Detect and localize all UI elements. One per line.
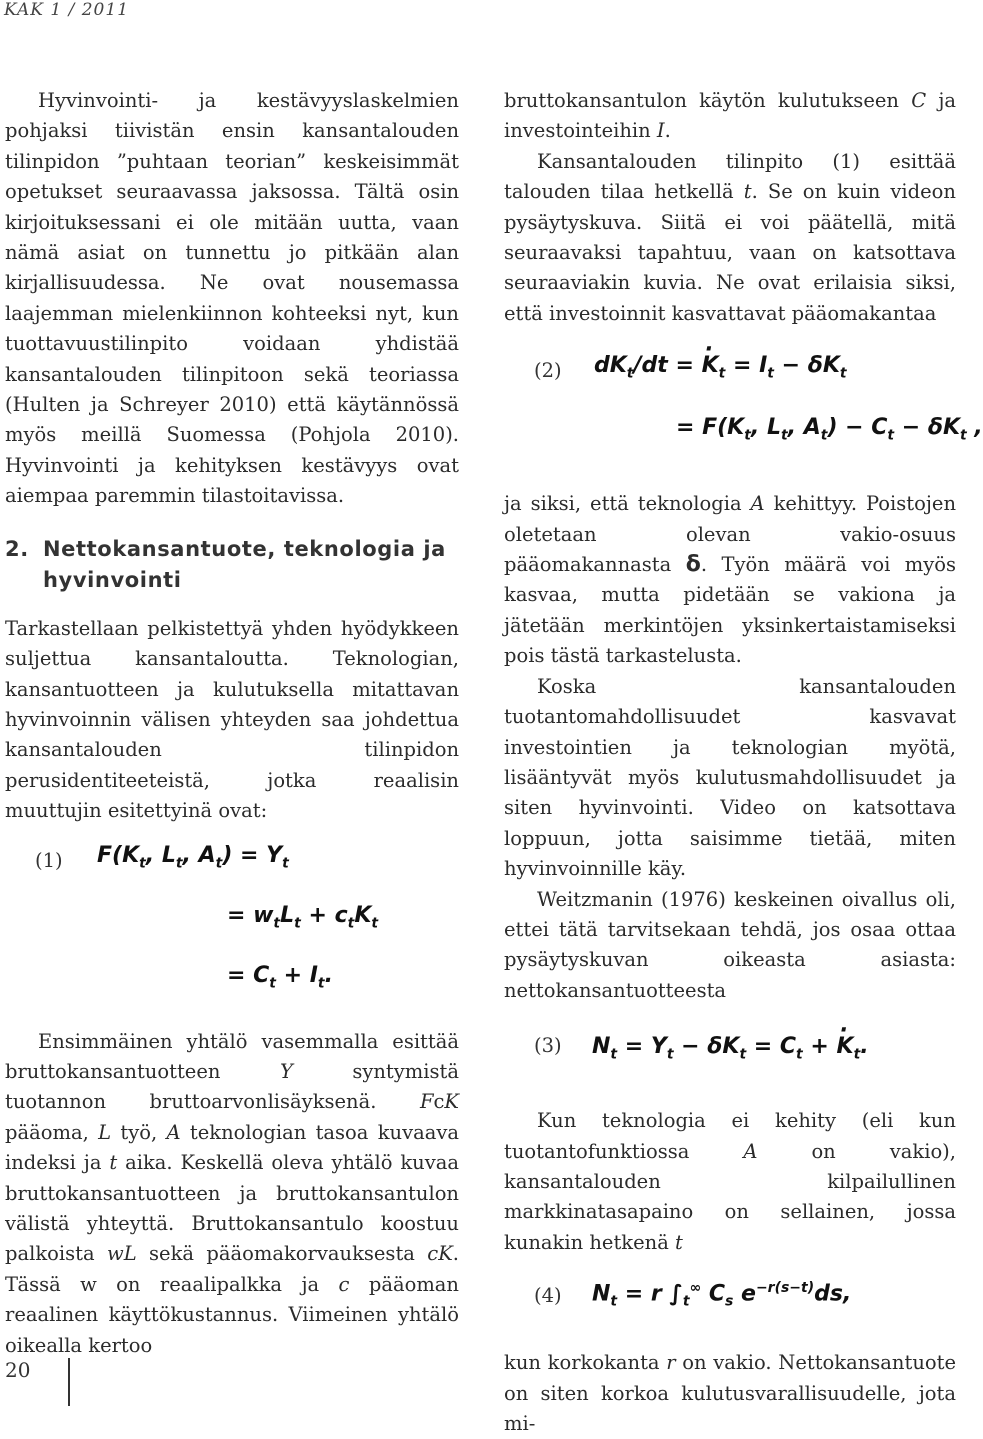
equation-3-line: $N_t = Y_t - \delta K_t = C_t$ + · $K_t$. — [592, 1034, 869, 1062]
equation-4-line: $N_t = r$ $\int_t^\infty$ $C_s$ $e^{-r(s-t)}ds$, — [592, 1280, 852, 1310]
paragraph-technology: ja siksi, että teknologia A kehittyy. Poistojen oletetaan olevan vakio-osuus pääomakannasta δ. Työn määrä voi myös kasvaa, mutta pidetään se vakiona ja jätetään merkintöjen yksinkertaistamiseksi pois tästä tarkastelusta. — [504, 492, 956, 668]
paragraph-closed-economy: Tarkastellaan pelkistettyä yhden hyödykkeen suljettua kansantaloutta. Teknologian, kansantuotteen ja kulutuksella mitattavan hyvinvoinnin välisen yhteyden saa johdettua kansantalouden tilinpidon perusidentiteeteistä, jotka reaalisin muuttujin esitettyinä ovat: — [5, 616, 459, 823]
equation-1 — [5, 827, 459, 1027]
equation-4-label: (4) — [534, 1284, 562, 1308]
left-column — [5, 86, 459, 1361]
equation-3-label: (3) — [534, 1034, 562, 1058]
paragraph-consumption: bruttokansantulon käytön kulutukseen C ja investointeihin I. — [504, 89, 956, 143]
paragraph-intro: Hyvinvointi- ja kestävyyslaskelmien pohjaksi tiivistän ensin kansantalouden tilinpidon ”puhtaan teorian” keskeisimmät opetukset seuraavassa jaksossa. Tältä osin kirjoituksessani ei ole mitään uutta, vaan nämä asiat on tunnettu jo pitkään alan kirjallisuudessa. Ne ovat nousemassa laajemman mielenkiinnon kohteeksi nyt, kun tuottavuustilinpito voidaan yhdistää kansantalouden tilinpitoon sekä teoriassa (Hulten ja Schreyer 2010) että käytännössä myös meillä Suomessa (Pohjola 2010). Hyvinvointi ja kehityksen kestävyys ovat aiempaa paremmin tilastoitavissa. — [5, 89, 459, 508]
equation-2-line-2: = $F(K_t$, $L_t$, $A_t) - C_t - \delta K_t$ , — [676, 415, 983, 444]
running-header: KAK 1 / 2011 — [4, 0, 130, 20]
equation-1-line-3: = $C_t + I_t$. — [227, 962, 333, 991]
equation-1-line-2: = $w_tL_t + c_tK_t$ — [227, 902, 379, 931]
right-column — [504, 86, 983, 1439]
paragraph-equation-explanation: Ensimmäinen yhtälö vasemmalla esittää bruttokansantuotteen Y syntymistä tuotannon bruttoarvonlisäyksenä. FcK pääoma, L työ, A teknologian tasoa kuvaava indeksi ja t aika. Keskellä oleva yhtälö kuvaa bruttokansantuotteen ja bruttokansantulon välistä yhteyttä. Bruttokansantulo koostuu palkoista wL sekä pääomakorvauksesta cK. Tässä w on reaalipalkka ja c pääoman reaalinen käyttökustannus. Viimeinen yhtälö oikealla kertoo — [5, 1029, 460, 1357]
paragraph-welfare: Koska kansantalouden tuotantomahdollisuudet kasvavat investointien ja teknologian myötä, lisääntyvät myös kulutusmahdollisuudet ja siten hyvinvointi. Video on katsottava loppuun, jotta saisimme tietää, miten hyvinvoinnille käy. — [504, 674, 956, 881]
footer-divider — [68, 1358, 70, 1406]
page-number: 20 — [5, 1358, 31, 1382]
equation-1-line-1: $F(K_t$, $L_t$, $A_t) = Y_t$ — [97, 842, 289, 871]
paragraph-market-equilibrium: Kun teknologia ei kehity (eli kun tuotantofunktiossa A on vakio), kansantalouden kilpailullinen markkinatasapaino on sellainen, jossa kunakin hetkenä t — [504, 1109, 956, 1254]
delta-symbol: δ — [685, 552, 701, 578]
section-number: 2. — [5, 536, 29, 561]
paragraph-weitzman: Weitzmanin (1976) keskeinen oivallus oli, ettei tätä tarvitsekaan tehdä, jos osaa ottaa pysäytyskuvan oikeasta asiasta: nettokansantuotteesta — [504, 887, 956, 1002]
equation-2-line-1: $dK_t/dt$ = · $K_t = I_t - \delta K_t$ — [594, 353, 847, 381]
equation-2-label: (2) — [534, 359, 562, 383]
equation-1-label: (1) — [35, 848, 63, 872]
paragraph-interest-rate: kun korkokanta r on vakio. Nettokansantuote on siten korkoa kulutusvarallisuudelle, jota mi- — [504, 1351, 957, 1435]
equation-3 — [504, 1006, 956, 1106]
equation-2 — [504, 329, 983, 489]
section-title: Nettokansantuote, teknologia ja hyvinvointi — [43, 536, 446, 592]
section-heading — [5, 534, 459, 596]
paragraph-snapshot: Kansantalouden tilinpito (1) esittää talouden tilaa hetkellä t. Se on kuin videon pysäytyskuva. Siitä ei voi päätellä, mitä seuraavaksi tapahtuu, vaan on katsottava seuraaviakin kuvia. Ne ovat erilaisia siksi, että investoinnit kasvattavat pääomakantaa — [504, 149, 956, 325]
equation-4 — [504, 1258, 956, 1348]
